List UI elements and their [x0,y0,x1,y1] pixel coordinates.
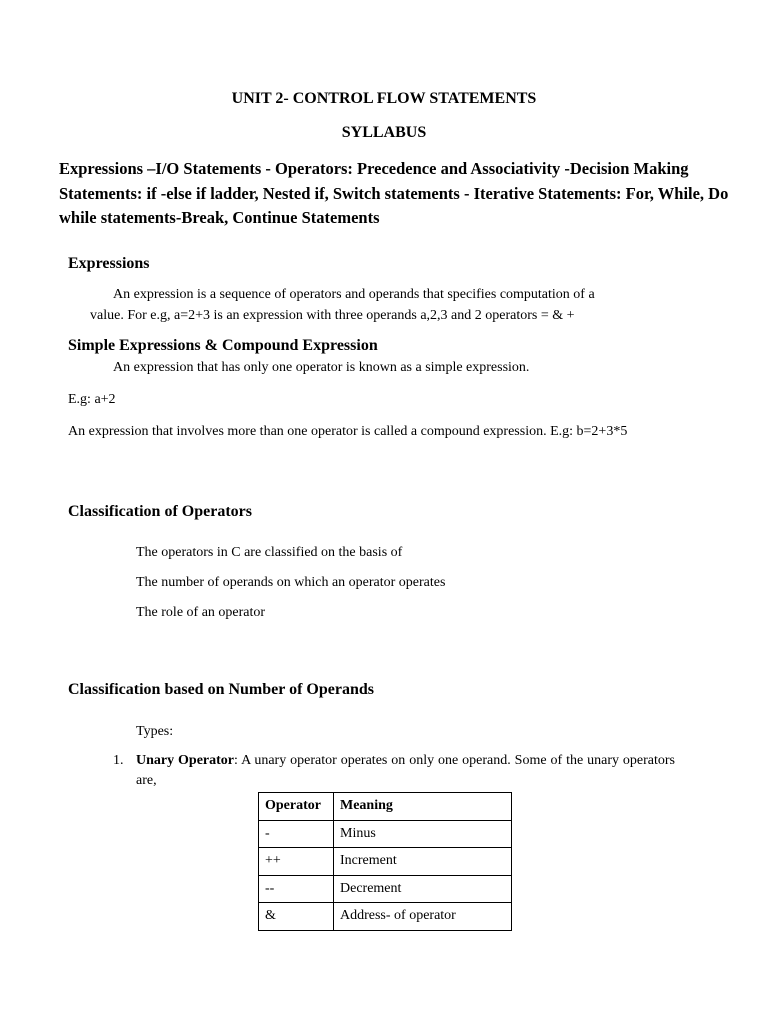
page-title: UNIT 2- CONTROL FLOW STATEMENTS [231,90,537,107]
unary-operators-table [258,792,512,931]
table-row [259,848,512,876]
table-row [259,903,512,931]
operator-cell: - [259,820,334,848]
syllabus-text: Expressions –I/O Statements - Operators: Precedence and Associativity -Decision Making Statements: if -else if ladder, Nested if, Switch statements - Iterative Statements: For, While, Do while statements-Break, Continue Statements [59,159,729,227]
table-row [259,820,512,848]
operator-cell: ++ [259,848,334,876]
compound-expression-definition: An expression that involves more than one operator is called a compound expression. E.g: b=2+3*5 [68,424,628,439]
expressions-paragraph-line2: value. For e.g, a=2+3 is an expression with three operands a,2,3 and 2 operators = & + [90,308,575,323]
list-item-number: 1. [113,753,124,768]
classification-item-number-of-operands: The number of operands on which an operator operates [136,575,446,590]
unary-operator-description [136,751,675,791]
simple-expression-definition: An expression that has only one operator is known as a simple expression. [113,360,530,375]
meaning-cell: Minus [334,820,512,848]
operator-cell: -- [259,875,334,903]
simple-expression-example: E.g: a+2 [68,392,116,407]
unary-operator-term: Unary Operator [136,753,235,768]
table-row [259,875,512,903]
expressions-paragraph-line1: An expression is a sequence of operators and operands that specifies computation of a [113,287,595,302]
meaning-cell: Decrement [334,875,512,903]
classification-item-role: The role of an operator [136,605,266,620]
operand-classification-heading: Classification based on Number of Operands [68,681,374,698]
table-header-meaning: Meaning [334,793,512,821]
table-header-row [259,793,512,821]
table-header-operator: Operator [259,793,334,821]
classification-heading: Classification of Operators [68,503,252,520]
types-label: Types: [136,724,174,739]
meaning-cell: Address- of operator [334,903,512,931]
operator-cell: & [259,903,334,931]
classification-item-basis: The operators in C are classified on the basis of [136,545,403,560]
simple-compound-heading: Simple Expressions & Compound Expression [68,337,378,354]
expressions-heading: Expressions [68,255,150,272]
syllabus-heading: SYLLABUS [341,124,427,141]
unary-operator-text: : A unary operator operates on only one operand. Some of the unary operators are, [136,753,676,788]
meaning-cell: Increment [334,848,512,876]
